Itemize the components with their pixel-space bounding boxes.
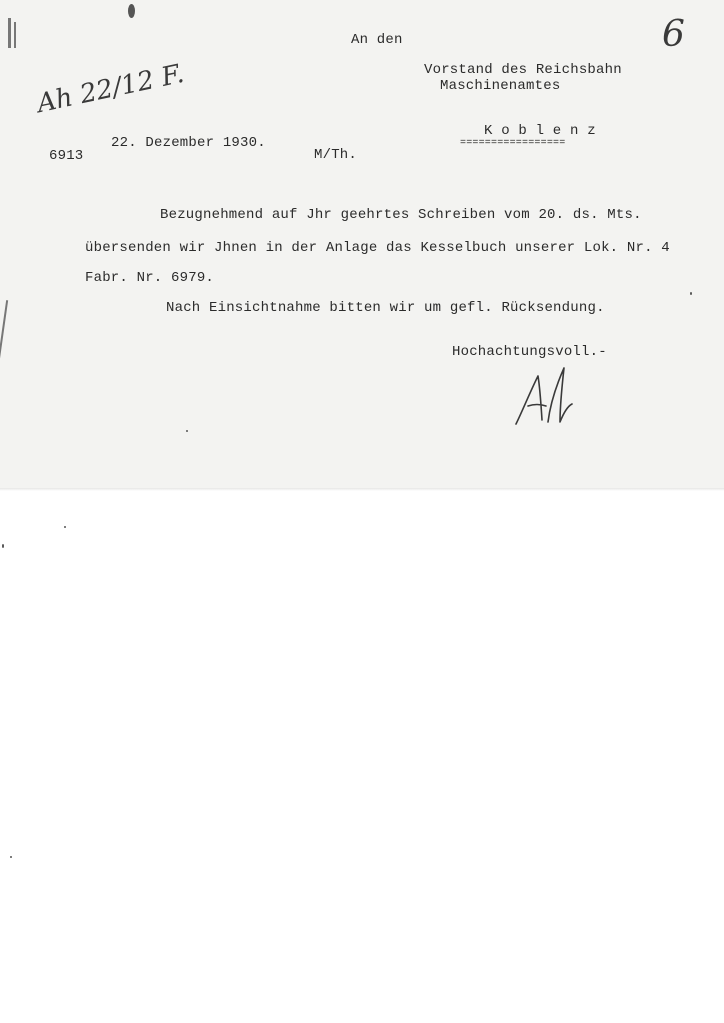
body-line-4: Nach Einsichtnahme bitten wir um gefl. Rücksendung. [166,300,605,316]
ink-speck [690,292,692,295]
punch-hole-mark [8,18,11,48]
recipient-line-2: Maschinenamtes [440,78,561,94]
body-line-3: Fabr. Nr. 6979. [85,270,215,286]
letter-initials: M/Th. [314,147,358,163]
salutation-prefix: An den [351,32,403,48]
handwritten-note: Ah 22/12 F. [34,58,187,120]
body-line-1: Bezugnehmend auf Jhr geehrtes Schreiben vom 20. ds. Mts. [160,207,642,223]
margin-mark [0,300,8,360]
body-line-2: übersenden wir Jhnen in der Anlage das Kesselbuch unserer Lok. Nr. 4 [85,240,670,256]
letter-date: 22. Dezember 1930. [111,135,266,151]
recipient-line-1: Vorstand des Reichsbahn [424,62,622,78]
sheet-bottom-edge [0,488,724,491]
recipient-city: K o b l e n z [484,123,596,139]
handwritten-signature [508,362,578,432]
ink-speck [64,526,66,528]
ink-speck [186,430,188,432]
letter-sheet [0,0,724,490]
handwritten-page-number: 6 [662,14,685,55]
reference-number: 6913 [49,148,84,164]
ink-speck [2,544,4,548]
punch-hole-mark [14,22,16,48]
ink-speck [128,4,135,18]
recipient-city-underline: ================= [460,138,566,149]
ink-speck [10,856,12,858]
letter-closing: Hochachtungsvoll.- [452,344,607,360]
